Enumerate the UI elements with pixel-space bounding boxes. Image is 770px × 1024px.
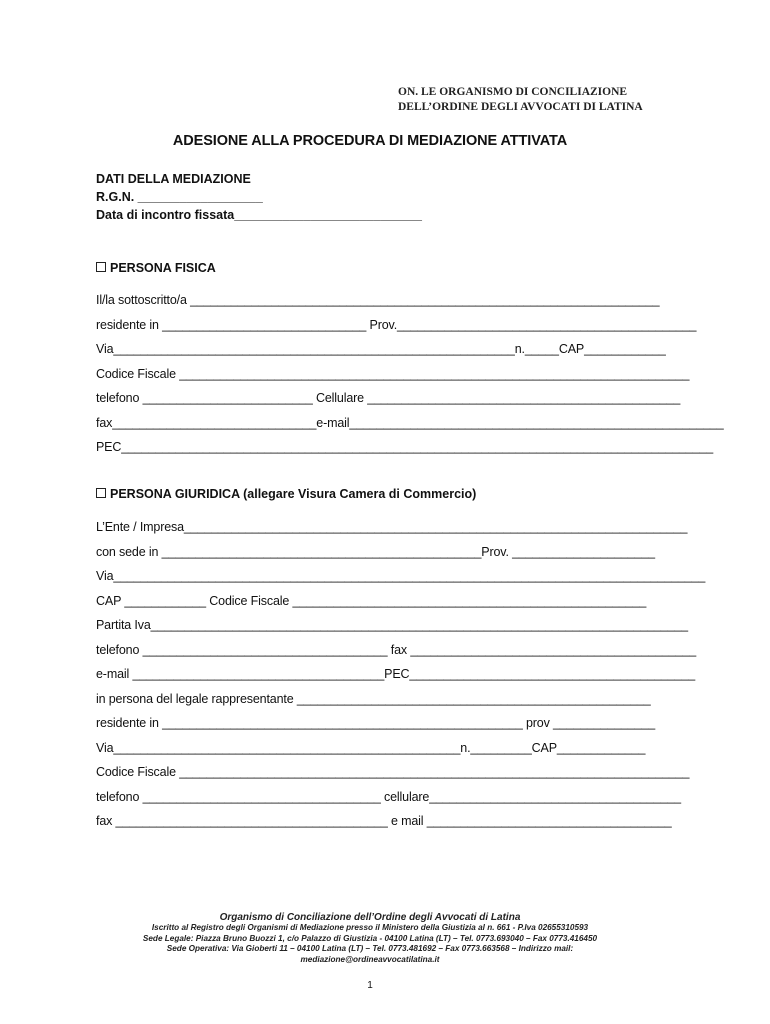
pg-line-ente: L’Ente / Impresa__________________________________________________________________________: [96, 520, 688, 534]
footer: [0, 912, 740, 965]
persona-fisica-checkbox[interactable]: [96, 262, 106, 272]
pf-line-via: Via___________________________________________________________n._____CAP____________: [96, 342, 666, 356]
persona-giuridica-label: PERSONA GIURIDICA (allegare Visura Camera di Commercio): [110, 487, 477, 501]
pg-line-cap-cf: CAP ____________ Codice Fiscale ____________________________________________________: [96, 594, 647, 608]
rgn-field: R.G.N. __________________: [96, 190, 263, 204]
mediation-heading: DATI DELLA MEDIAZIONE: [96, 172, 251, 186]
pg-line-telefono-cellulare: telefono ___________________________________ cellulare_____________________________________: [96, 790, 681, 804]
pg-line-residente: residente in _____________________________________________________ prov _______________: [96, 716, 656, 730]
pf-line-telefono: telefono _________________________ Cellulare ______________________________________________: [96, 391, 681, 405]
pf-line-residente: residente in ______________________________ Prov.____________________________________________: [96, 318, 697, 332]
document-title: ADESIONE ALLA PROCEDURA DI MEDIAZIONE ATTIVATA: [172, 133, 568, 149]
mediation-data-block: [96, 170, 422, 224]
recipient-block: [398, 85, 643, 115]
meeting-date-field: Data di incontro fissata___________________________: [96, 208, 422, 222]
pf-line-fax: fax______________________________e-mail_______________________________________________________: [96, 416, 724, 430]
pg-line-telefono-fax: telefono ____________________________________ fax __________________________________________: [96, 643, 697, 657]
footer-email: mediazione@ordineavvocatilatina.it: [300, 954, 440, 964]
persona-fisica-label: PERSONA FISICA: [110, 261, 216, 275]
recipient-line-2: DELL’ORDINE DEGLI AVVOCATI DI LATINA: [398, 101, 643, 113]
pf-line-codice-fiscale: Codice Fiscale ___________________________________________________________________________: [96, 367, 690, 381]
pg-line-via-rappresentante: Via___________________________________________________n._________CAP_____________: [96, 741, 646, 755]
persona-fisica-heading: [96, 261, 216, 275]
footer-registry: Iscritto al Registro degli Organismi di Mediazione presso il Ministero della Giustizia al n. 661 - P.Iva 02655310593: [151, 923, 589, 932]
page-number: 1: [367, 980, 373, 991]
pf-line-sottoscritto: Il/la sottoscritto/a _____________________________________________________________________: [96, 293, 660, 307]
persona-giuridica-heading: [96, 487, 476, 501]
footer-title: Organismo di Conciliazione dell’Ordine degli Avvocati di Latina: [219, 912, 521, 923]
pg-line-email-pec: e-mail _____________________________________PEC__________________________________________: [96, 667, 696, 681]
pg-line-codice-fiscale: Codice Fiscale ___________________________________________________________________________: [96, 765, 690, 779]
pg-line-via: Via_______________________________________________________________________________________: [96, 569, 706, 583]
pf-line-pec: PEC_______________________________________________________________________________________: [96, 440, 714, 454]
footer-operative-seat: Sede Operativa: Via Gioberti 11 – 04100 Latina (LT) – Tel. 0773.481692 – Fax 0773.663568 – Indirizzo mail:: [166, 944, 574, 953]
recipient-line-1: ON. LE ORGANISMO DI CONCILIAZIONE: [398, 86, 628, 98]
pg-line-sede: con sede in _______________________________________________Prov. _____________________: [96, 545, 655, 559]
pg-line-legale-rappresentante: in persona del legale rappresentante ____________________________________________________: [96, 692, 651, 706]
pg-line-fax-email: fax ________________________________________ e mail ____________________________________: [96, 814, 672, 828]
pg-line-partita-iva: Partita Iva_______________________________________________________________________________: [96, 618, 688, 632]
footer-legal-seat: Sede Legale: Piazza Bruno Buozzi 1, c/o Palazzo di Giustizia - 04100 Latina (LT) – Tel. 0773.693040 – Fax 0773.416450: [142, 933, 598, 943]
persona-giuridica-checkbox[interactable]: [96, 488, 106, 498]
